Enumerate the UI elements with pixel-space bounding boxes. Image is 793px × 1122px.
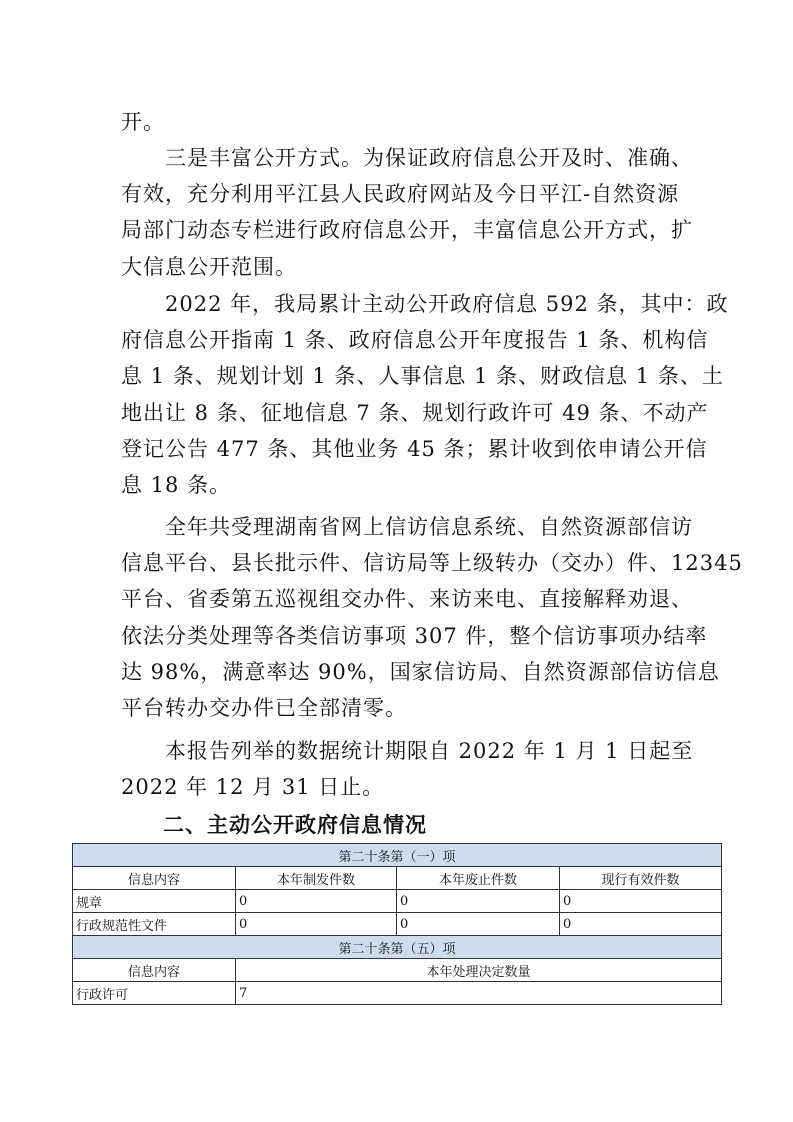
paragraph-continuation [121,104,673,140]
table-row [73,982,722,1005]
value-cell: 0 [236,913,397,936]
section-title-cell: 第二十条第（五）项 [73,936,722,959]
text-line: 信息平台、县长批示件、信访局等上级转办（交办）件、12345 [121,551,743,576]
text-line: 息 18 条。 [121,473,232,498]
text-line: 2022 年 12 月 31 日止。 [121,775,385,800]
text-line: 本报告列举的数据统计期限自 2022 年 1 月 1 日起至 [165,739,694,763]
table-section-row [73,936,722,959]
section-heading: 二、主动公开政府信息情况 [163,813,427,837]
value-cell: 7 [236,982,722,1005]
row-label-cell: 行政许可 [73,982,236,1005]
row-label-cell: 规章 [73,890,236,913]
text-line: 开。 [121,110,165,134]
table-row [73,890,722,913]
header-cell: 信息内容 [73,867,236,890]
table-section-row [73,844,722,867]
header-cell: 本年废止件数 [397,867,560,890]
text-line: 地出让 8 条、征地信息 7 条、规划行政许可 49 条、不动产 [121,400,709,425]
value-cell: 0 [236,890,397,913]
text-line: 大信息公开范围。 [121,254,297,279]
header-cell: 本年制发件数 [236,867,397,890]
row-label-cell: 行政规范性文件 [73,913,236,936]
header-cell: 本年处理决定数量 [236,959,722,982]
table-header-row [73,959,722,982]
paragraph-report-period [121,733,694,805]
text-line: 三是丰富公开方式。为保证政府信息公开及时、准确、 [165,146,693,170]
text-line: 府信息公开指南 1 条、政府信息公开年度报告 1 条、机构信 [121,328,709,353]
section-title-cell: 第二十条第（一）项 [73,844,722,867]
text-line: 有效，充分利用平江县人民政府网站及今日平江-自然资源 [121,182,680,207]
text-line: 2022 年，我局累计主动公开政府信息 592 条，其中：政 [165,292,729,316]
paragraph-statistics-2022 [121,286,729,503]
header-cell: 现行有效件数 [560,867,722,890]
table-header-row [73,867,722,890]
disclosure-table [72,843,722,1005]
paragraph-publication-methods [121,140,693,285]
text-line: 全年共受理湖南省网上信访信息系统、自然资源部信访 [165,515,693,539]
value-cell: 0 [397,913,560,936]
text-line: 登记公告 477 条、其他业务 45 条；累计收到依申请公开信 [121,436,708,461]
text-line: 局部门动态专栏进行政府信息公开，丰富信息公开方式，扩 [121,218,693,243]
text-line: 平台、省委第五巡视组交办件、来访来电、直接解释劝退、 [121,587,693,612]
paragraph-petitions [121,509,743,726]
value-cell: 0 [397,890,560,913]
text-line: 达 98%，满意率达 90%，国家信访局、自然资源部信访信息 [121,659,720,684]
text-line: 依法分类处理等各类信访事项 307 件，整个信访事项办结率 [121,623,708,648]
text-line: 息 1 条、规划计划 1 条、人事信息 1 条、财政信息 1 条、土 [121,364,724,389]
table-row [73,913,722,936]
value-cell: 0 [560,913,722,936]
header-cell: 信息内容 [73,959,236,982]
text-line: 平台转办交办件已全部清零。 [121,696,407,721]
value-cell: 0 [560,890,722,913]
